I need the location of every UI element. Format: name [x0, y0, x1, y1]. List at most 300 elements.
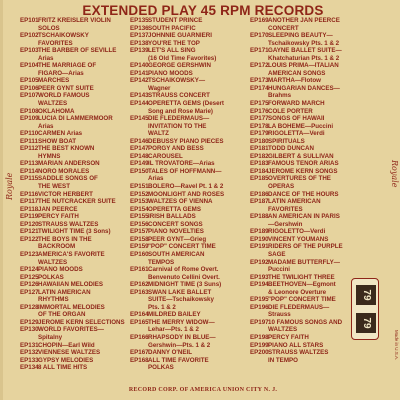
catalog-entry — [250, 40, 378, 48]
catalog-number: EP153 — [130, 198, 149, 206]
catalog-entry — [130, 349, 250, 357]
catalog-title: RHYTHMS — [38, 296, 69, 304]
catalog-number — [20, 25, 38, 33]
catalog-entry — [250, 145, 378, 153]
catalog-number — [250, 251, 268, 259]
catalog-title: WORLD FAMOUS — [38, 92, 90, 100]
catalog-entry — [130, 175, 250, 183]
catalog-entry — [250, 100, 378, 108]
catalog-number — [20, 296, 38, 304]
catalog-entry — [250, 92, 378, 100]
catalog-title: FRITZ KREISLER VIOLIN — [38, 17, 111, 24]
catalog-entry — [20, 130, 130, 138]
catalog-number: EP166 — [130, 333, 149, 341]
catalog-title: FORWARD MARCH — [268, 100, 325, 108]
catalog-number: EP106 — [20, 84, 39, 92]
catalog-number: EP200 — [250, 349, 269, 357]
catalog-entry — [130, 357, 250, 365]
catalog-number: EP132 — [20, 349, 39, 357]
catalog-number — [20, 55, 38, 63]
catalog-number: EP194 — [250, 281, 269, 289]
catalog-entry — [130, 130, 250, 138]
catalog-entry — [20, 259, 130, 267]
catalog-title: Arias — [38, 122, 54, 130]
catalog-title: MIDNIGHT TIME (3 Suns) — [148, 281, 222, 289]
catalog-entry — [250, 243, 378, 251]
catalog-number: EP145 — [130, 115, 149, 123]
catalog-title: CAROUSEL — [148, 152, 183, 160]
catalog-title: JOHNNIE GUARNIERI — [148, 32, 212, 40]
catalog-entry — [250, 251, 378, 259]
catalog-title: BEETHOVEN—Egmont — [268, 281, 336, 289]
catalog-entry — [130, 123, 250, 131]
catalog-title: TALES OF HOFFMANN— — [148, 167, 222, 175]
catalog-entry — [130, 85, 250, 93]
catalog-title: PORGY AND BESS — [148, 145, 204, 153]
catalog-number: EP161 — [130, 266, 149, 274]
catalog-entry — [20, 70, 130, 78]
catalog-entry — [250, 47, 378, 55]
catalog-entry — [250, 115, 378, 123]
catalog-entry — [250, 153, 378, 161]
catalog-title: Tschaikowsky Pts. 1 & 2 — [268, 39, 340, 47]
catalog-number — [130, 108, 148, 116]
catalog-entry — [20, 342, 130, 350]
catalog-entry — [130, 183, 250, 191]
catalog-entry — [130, 17, 250, 25]
catalog-entry — [20, 55, 130, 63]
catalog-title: LATIN AMERICAN — [38, 288, 91, 296]
catalog-title: Lehar—Pts. 1 & 2 — [148, 326, 199, 334]
catalog-entry — [130, 259, 250, 267]
catalog-number: EP184 — [250, 167, 269, 175]
catalog-number — [250, 289, 268, 297]
catalog-number: EP155 — [130, 213, 149, 221]
catalog-number — [20, 311, 38, 319]
catalog-number: EP108 — [20, 107, 39, 115]
catalog-entry — [20, 334, 130, 342]
catalog-title: OF THE ORGAN — [38, 311, 86, 319]
catalog-title: FAVORITES — [38, 39, 73, 47]
catalog-title: THE BARBER OF SEVILLE — [38, 47, 117, 55]
catalog-entry — [20, 198, 130, 206]
catalog-entry — [20, 108, 130, 116]
catalog-entry — [130, 168, 250, 176]
catalog-number: EP157 — [130, 228, 149, 236]
catalog-number: EP196 — [250, 303, 269, 311]
catalog-number: EP197 — [250, 318, 269, 326]
catalog-entry — [250, 130, 378, 138]
catalog-number — [20, 243, 38, 251]
catalog-title: PIANO NOVELTIES — [148, 228, 204, 236]
catalog-entry — [250, 266, 378, 274]
catalog-number: EP110 — [20, 130, 39, 138]
catalog-number: EP138 — [130, 39, 149, 47]
brand-logo-left: Royale — [5, 172, 14, 200]
catalog-number: EP134 — [20, 364, 39, 372]
catalog-entry — [130, 62, 250, 70]
catalog-entry — [20, 281, 130, 289]
catalog-number: EP122 — [20, 235, 39, 243]
catalog-title: VIENNESE WALTZES — [38, 349, 101, 357]
catalog-title: COLE PORTER — [268, 107, 313, 115]
catalog-number: EP112 — [20, 145, 39, 153]
catalog-number: EP193 — [250, 273, 269, 281]
catalog-number: EP159 — [130, 243, 149, 251]
catalog-entry — [20, 100, 130, 108]
catalog-number: EP168 — [130, 356, 149, 364]
catalog-entry — [130, 221, 250, 229]
catalog-entry — [20, 213, 130, 221]
catalog-entry — [130, 77, 250, 85]
catalog-number — [130, 55, 148, 63]
catalog-entry — [20, 251, 130, 259]
catalog-number: EP143 — [130, 92, 149, 100]
catalog-entry — [20, 296, 130, 304]
catalog-entry — [20, 349, 130, 357]
catalog-number: EP175 — [250, 100, 269, 108]
catalog-number: EP114 — [20, 167, 39, 175]
catalog-number: EP133 — [20, 356, 39, 364]
catalog-number: EP120 — [20, 220, 39, 228]
catalog-number: EP127 — [20, 288, 39, 296]
catalog-entry — [130, 281, 250, 289]
catalog-title: "POP" CONCERT TIME — [268, 296, 336, 304]
made-in-label: Made in U.S.A. — [394, 330, 399, 361]
catalog-number: EP188 — [250, 213, 269, 221]
catalog-number: EP162 — [130, 281, 149, 289]
catalog-title: HYMNS — [38, 152, 61, 160]
catalog-number — [130, 259, 148, 267]
catalog-entry — [20, 319, 130, 327]
catalog-number: EP174 — [250, 84, 269, 92]
catalog-number: EP158 — [130, 235, 149, 243]
catalog-title: SAGE — [268, 250, 286, 258]
catalog-title: DIE FLEDERMAUS— — [148, 115, 210, 123]
catalog-title: PIANO MOODS — [38, 266, 83, 274]
catalog-entry — [20, 221, 130, 229]
catalog-number: EP198 — [250, 333, 269, 341]
catalog-entry — [130, 319, 250, 327]
catalog-number — [20, 334, 38, 342]
catalog-title: PERCY FAITH — [38, 213, 79, 221]
catalog-title: OPERETTA GEMS — [148, 205, 201, 213]
catalog-entry — [20, 311, 130, 319]
catalog-number: EP178 — [250, 122, 269, 130]
catalog-title: TSCHAIKOWSKY— — [148, 77, 206, 85]
catalog-title: WALTZES OF VIENNA — [148, 198, 213, 206]
catalog-entry — [20, 168, 130, 176]
catalog-number — [20, 40, 38, 48]
catalog-number: EP187 — [250, 198, 269, 206]
catalog-number — [20, 183, 38, 191]
catalog-number: EP124 — [20, 266, 39, 274]
catalog-title: BACKROOM — [38, 243, 76, 251]
catalog-title: AMERICA'S FAVORITE — [38, 250, 105, 258]
catalog-title: 10 FAMOUS SONGS AND — [268, 318, 343, 326]
catalog-number: EP182 — [250, 152, 269, 160]
catalog-title: CHOPIN—Earl Wild — [38, 341, 95, 349]
catalog-title: GYPSY MELODIES — [38, 356, 94, 364]
catalog-title: SONGS OF HAWAII — [268, 115, 325, 123]
catalog-number: EP131 — [20, 341, 39, 349]
catalog-entry — [20, 364, 130, 372]
catalog-number — [130, 123, 148, 131]
catalog-entry — [20, 115, 130, 123]
catalog-title: GAYNE BALLET SUITE— — [268, 47, 342, 55]
catalog-entry — [130, 228, 250, 236]
catalog-entry — [20, 92, 130, 100]
catalog-number: EP172 — [250, 62, 269, 70]
catalog-number — [130, 130, 148, 138]
catalog-title: WALTZ — [148, 130, 169, 138]
catalog-entry — [130, 342, 250, 350]
catalog-entry — [130, 236, 250, 244]
catalog-number: EP109 — [20, 115, 39, 123]
catalog-title: DIE FLEDERMAUS— — [268, 303, 330, 311]
catalog-title: YOU'RE THE TOP — [148, 39, 200, 47]
footer-publisher: RECORD CORP. OF AMERICA UNION CITY N. J. — [128, 387, 278, 393]
catalog-title: PEER GYNT SUITE — [38, 84, 94, 92]
catalog-title: IRISH BALLADS — [148, 213, 196, 221]
catalog-title: POLKAS — [148, 364, 174, 372]
catalog-entry — [250, 55, 378, 63]
catalog-title: WORLD FAVORITES— — [38, 326, 104, 334]
catalog-title: Arias — [148, 175, 164, 183]
catalog-entry — [130, 138, 250, 146]
catalog-title: RIGOLETTO—Verdi — [268, 228, 326, 236]
catalog-number: EP164 — [130, 311, 149, 319]
brand-logo-right: Royale — [390, 160, 399, 188]
catalog-entry — [250, 25, 378, 33]
catalog-entry — [130, 145, 250, 153]
catalog-entry — [130, 108, 250, 116]
catalog-entry — [130, 206, 250, 214]
catalog-title: OKLAHOMA — [38, 107, 75, 115]
catalog-number — [250, 266, 268, 274]
catalog-number: EP140 — [130, 62, 149, 70]
catalog-columns — [20, 17, 378, 383]
catalog-number: EP183 — [250, 160, 269, 168]
catalog-title: Spitalny — [38, 333, 63, 341]
catalog-title: 8 ALL TIME HITS — [38, 364, 88, 372]
catalog-entry — [20, 183, 130, 191]
catalog-entry — [250, 32, 378, 40]
catalog-number — [250, 357, 268, 365]
catalog-title: IN TEMPO — [268, 356, 298, 364]
catalog-title: THE TWILIGHT THREE — [268, 273, 335, 281]
catalog-entry — [250, 160, 378, 168]
catalog-number: EP180 — [250, 137, 269, 145]
catalog-title: THE MARRIAGE OF — [38, 62, 97, 70]
catalog-title: Wagner — [148, 84, 171, 92]
catalog-title: TEMPOS — [148, 258, 175, 266]
catalog-title: Brahms — [268, 92, 292, 100]
catalog-entry — [250, 342, 378, 350]
catalog-title: Song and Rose Marie) — [148, 107, 213, 115]
catalog-entry — [20, 326, 130, 334]
catalog-entry — [130, 191, 250, 199]
catalog-title: LOUIS PRIMA—ITALIAN — [268, 62, 339, 70]
catalog-title: STUDENT PRINCE — [148, 17, 203, 24]
catalog-entry — [20, 145, 130, 153]
catalog-entry — [130, 243, 250, 251]
catalog-title: SLEEPING BEAUTY— — [268, 32, 333, 40]
catalog-entry — [130, 47, 250, 55]
catalog-title: TWILIGHT TIME (3 Sons) — [38, 228, 111, 236]
catalog-entry — [250, 228, 378, 236]
catalog-title: CONCERT SONGS — [148, 220, 203, 228]
catalog-title: IL TROVATORE—Arias — [148, 160, 215, 168]
catalog-entry — [20, 160, 130, 168]
catalog-entry — [20, 357, 130, 365]
catalog-entry — [250, 213, 378, 221]
catalog-entry — [130, 55, 250, 63]
catalog-title: SOLOS — [38, 24, 60, 32]
catalog-number: EP121 — [20, 228, 39, 236]
catalog-entry — [250, 349, 378, 357]
catalog-title: THE WEST — [38, 183, 70, 191]
catalog-number — [130, 85, 148, 93]
catalog-title: TSCHAIKOWSKY — [38, 32, 89, 40]
catalog-entry — [250, 17, 378, 25]
catalog-number: EP191 — [250, 243, 269, 251]
catalog-entry — [20, 243, 130, 251]
catalog-entry — [20, 25, 130, 33]
catalog-entry — [20, 123, 130, 131]
catalog-entry — [250, 123, 378, 131]
catalog-number: EP125 — [20, 273, 39, 281]
catalog-entry — [130, 92, 250, 100]
catalog-title: STRAUSS WALTZES — [268, 349, 329, 357]
catalog-title: OPERETTA GEMS (Desert — [148, 100, 224, 108]
catalog-title: RIGOLETTA—Verdi — [268, 130, 325, 138]
catalog-title: SUITE—Tschaikowsky — [148, 296, 214, 304]
price-sticker — [351, 278, 379, 340]
catalog-title: SPIRITUALS — [268, 137, 305, 145]
catalog-entry — [250, 183, 378, 191]
catalog-title: THE MERRY WIDOW— — [148, 318, 215, 326]
catalog-number: EP128 — [20, 303, 39, 311]
sticker-label-a: 79 — [356, 285, 376, 305]
catalog-title: & Leonore Overture — [268, 288, 327, 296]
catalog-title: Gershwin—Pts. 1 & 2 — [148, 341, 211, 349]
catalog-number: EP103 — [20, 47, 39, 55]
catalog-number: EP176 — [250, 107, 269, 115]
catalog-column-2 — [130, 17, 250, 383]
catalog-title: Strauss — [268, 311, 291, 319]
catalog-entry — [130, 289, 250, 297]
catalog-entry — [130, 160, 250, 168]
catalog-entry — [20, 40, 130, 48]
catalog-number: EP119 — [20, 213, 39, 221]
catalog-entry — [20, 175, 130, 183]
catalog-number: EP173 — [250, 77, 269, 85]
catalog-number: EP190 — [250, 235, 269, 243]
catalog-number: EP181 — [250, 145, 269, 153]
catalog-entry — [20, 304, 130, 312]
catalog-entry — [130, 296, 250, 304]
catalog-title: IMMORTAL MELODIES — [38, 303, 105, 311]
sticker-label-b: 79 — [356, 313, 376, 333]
catalog-number: EP169 — [250, 17, 269, 24]
catalog-entry — [130, 40, 250, 48]
catalog-title: JAN PEERCE — [38, 205, 78, 213]
catalog-title: FAMOUS TENOR ARIAS — [268, 160, 339, 168]
catalog-number: EP163 — [130, 288, 149, 296]
catalog-number: EP102 — [20, 32, 39, 40]
catalog-entry — [130, 32, 250, 40]
catalog-title: MOONLIGHT AND ROSES — [148, 190, 225, 198]
catalog-title: Benvenuto Cellini Overt. — [148, 273, 220, 281]
catalog-number — [250, 326, 268, 334]
catalog-title: SHOW BOAT — [38, 137, 77, 145]
catalog-number: EP136 — [130, 24, 149, 32]
catalog-title: JEROME KERN SONGS — [268, 167, 338, 175]
catalog-entry — [130, 304, 250, 312]
catalog-number: EP185 — [250, 175, 269, 183]
catalog-title: PERCY FAITH — [268, 333, 309, 341]
catalog-entry — [130, 198, 250, 206]
catalog-title: PIANO ALL STARS — [268, 341, 324, 349]
catalog-entry — [20, 17, 130, 25]
catalog-entry — [130, 213, 250, 221]
catalog-entry — [130, 115, 250, 123]
catalog-title: "POP" CONCERT TIME — [148, 243, 216, 251]
catalog-title: SWAN LAKE BALLET — [148, 288, 212, 296]
catalog-number — [250, 55, 268, 63]
catalog-number: EP123 — [20, 250, 39, 258]
catalog-title: GILBERT & SULLIVAN — [268, 152, 334, 160]
catalog-title: MARTHA—Flotow — [268, 77, 321, 85]
page-title: EXTENDED PLAY 45 RPM RECORDS — [82, 3, 324, 18]
catalog-number — [20, 100, 38, 108]
catalog-title: DANCE OF THE HOURS — [268, 190, 339, 198]
catalog-number — [250, 92, 268, 100]
catalog-title: (16 Old Time Favorites) — [148, 54, 217, 62]
catalog-number: EP101 — [20, 17, 39, 24]
catalog-entry — [250, 259, 378, 267]
catalog-title: SOUTH AMERICAN — [148, 250, 205, 258]
catalog-entry — [20, 236, 130, 244]
catalog-number — [20, 153, 38, 161]
catalog-entry — [250, 168, 378, 176]
catalog-entry — [20, 32, 130, 40]
catalog-title: VINCENT YOUMANS — [268, 235, 329, 243]
catalog-title: Arias — [38, 54, 54, 62]
catalog-entry — [20, 47, 130, 55]
catalog-entry — [20, 153, 130, 161]
catalog-number — [130, 175, 148, 183]
catalog-number: EP179 — [250, 130, 269, 138]
catalog-title: HUNGARIAN DANCES— — [268, 84, 340, 92]
catalog-number: EP139 — [130, 47, 149, 55]
catalog-entry — [250, 77, 378, 85]
catalog-entry — [130, 334, 250, 342]
catalog-title: RHAPSODY IN BLUE— — [148, 333, 216, 341]
catalog-entry — [130, 364, 250, 372]
catalog-title: JEROME KERN SELECTIONS — [38, 318, 125, 326]
catalog-column-1 — [20, 17, 130, 383]
catalog-title: Puccini — [268, 266, 291, 274]
catalog-number: EP160 — [130, 250, 149, 258]
catalog-number — [130, 326, 148, 334]
catalog-number: EP177 — [250, 115, 269, 123]
catalog-title: DEBUSSY PIANO PIECES — [148, 137, 224, 145]
catalog-title: CARMEN Arias — [38, 130, 83, 138]
catalog-number — [20, 123, 38, 131]
catalog-number — [250, 70, 268, 78]
